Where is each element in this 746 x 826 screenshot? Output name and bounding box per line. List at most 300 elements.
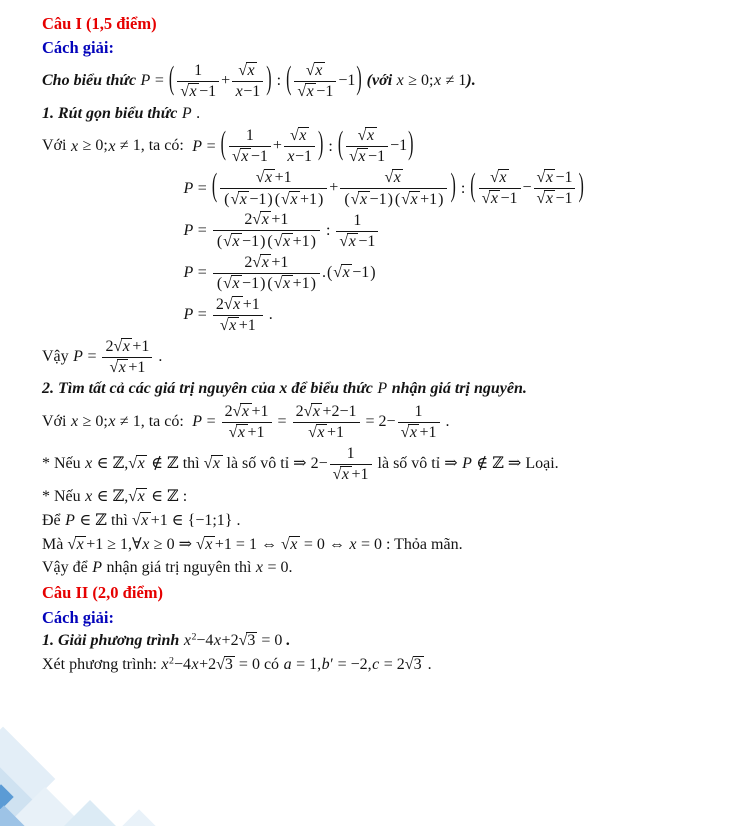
math-fraction [534,169,576,208]
paren-content: $\frac{√x}{√x -1}$ −1 [292,62,355,101]
math-sqrt [333,264,352,282]
math-segment [181,105,192,122]
math-variable: x [290,535,298,553]
math-fraction [284,127,315,166]
math-variable: b [321,655,330,673]
fraction-numerator: 1 [346,445,355,463]
math-sqrt [405,656,424,674]
text-segment: Mà [42,535,68,553]
text-segment: là số vô tỉ [222,455,294,473]
radicand [264,169,275,187]
math-variable: x [229,316,237,334]
math-sqrt [204,455,223,473]
fraction-denominator: √x −1 [229,146,271,166]
math-variable: P [183,179,194,197]
math-variable: x [299,127,307,145]
math-segment [204,455,223,472]
fraction-denominator: √x −1 [346,146,388,166]
left-paren-icon: ( [394,190,401,208]
radicand [305,83,316,101]
radical-icon: √ [238,631,248,649]
fraction-numerator: 2√x +1 [244,211,289,229]
text-segment: Câu II (2,0 điểm) [42,583,164,603]
math-variable: x [233,295,241,313]
text-segment: nhận giá trị nguyên thì [102,559,256,577]
left-paren-icon: ( [337,127,344,163]
math-fraction [330,445,372,484]
radical-icon: √ [297,82,307,100]
radicand [311,403,322,421]
math-paren-group [394,191,445,209]
math-segment: P = $\frac{2√x +1}{√x +1}$ [73,348,155,365]
math-segment: √x +1 ≥ 1,∀x ≥ 0 ⇒ √x +1 = 1 ⇔ √x = 0 ⇔ x = 0 [67,535,382,553]
radicand [282,233,293,251]
math-paren-group [274,191,325,209]
radical-icon: √ [290,127,299,145]
fraction-denominator [220,188,327,208]
right-paren-icon: ) [317,190,324,208]
case-irrational [42,445,730,484]
math-sqrt [220,317,239,335]
radical-icon: √ [536,169,546,187]
math-variable: P [462,455,472,473]
right-paren-icon: ) [438,190,444,208]
radical-icon: √ [350,190,360,208]
condition-line [42,511,730,532]
fraction-denominator [213,230,320,250]
math-fraction [398,403,440,442]
radicand [316,424,327,442]
part-1-heading [42,104,730,125]
math-segment: x ≥ 0;x ≠ 1 [396,71,467,89]
math-variable: x [349,535,357,553]
fraction-denominator: √x −1 [294,81,336,101]
radical-icon: √ [252,211,262,229]
math-sqrt [230,191,249,209]
radical-icon: √ [281,190,290,208]
radical-icon: √ [128,487,138,505]
math-sqrt [274,275,293,293]
fraction-denominator: √x +1 [293,422,360,442]
math-sqrt [233,403,252,421]
text-segment: Xét phương trình: [42,655,161,673]
text-segment: Vậy [42,347,73,365]
fraction-numerator: 2√x +1 [244,253,289,271]
radicand [357,148,368,166]
fraction-denominator: √x −1 [479,188,521,208]
radical-icon: √ [303,403,313,421]
radical-icon: √ [223,275,232,292]
math-variable: x [499,169,507,187]
superscript: 2 [191,631,197,643]
math-segment: P = $\frac{2√x +1}{√x +1}$ [183,306,265,323]
radicand [231,233,242,251]
math-variable: x [183,631,191,649]
fraction-numerator: 2√x +1 [105,337,150,355]
math-sqrt [196,536,215,554]
math-variable: x [122,337,130,355]
text-segment: thì [106,511,132,529]
problem-statement [42,62,730,101]
question-1-heading [42,13,730,34]
paren-content: √x +1 [281,190,317,208]
radicand [240,148,251,166]
math-variable: x [358,148,366,166]
radicand [341,264,352,282]
math-fraction [294,62,336,101]
fraction-numerator [479,169,521,188]
math-paren-group [211,169,457,208]
math-variable: x [137,455,145,473]
right-paren-icon: ) [260,232,266,250]
math-fraction [222,403,272,442]
math-variable: x [232,232,240,250]
radicand [314,62,325,80]
radical-icon: √ [113,337,123,355]
method-heading-2 [42,607,730,628]
math-variable: P [183,221,194,239]
math-variable: x [237,424,245,442]
right-paren-icon: ) [408,127,414,163]
radicand [409,191,420,209]
radical-icon: √ [67,535,77,553]
math-sqrt [349,148,368,166]
radical-icon: √ [109,358,119,376]
math-sqrt [113,338,132,356]
radical-icon: √ [216,655,225,673]
fraction-denominator: x−1 [284,146,315,166]
step-initial [42,127,730,166]
radical-icon: √ [195,535,205,553]
math-fraction [336,212,378,251]
math-sqrt [252,254,271,272]
math-variable: x [85,487,93,505]
math-sqrt [109,359,128,377]
text-segment: * Nếu [42,487,85,505]
math-variable: x [315,61,323,79]
fraction-numerator: 2√x +1 [215,295,260,313]
fraction-numerator: 1 [353,211,362,229]
math-variable: x [545,190,553,208]
math-segment: P = ( √x +1 ( √x −1 ) ( √x +1 ) + √x ( √x −1 ) ( √x +1 ) ) : ( $\frac{√x}{√x -1}$ − $\frac{√x -1}{√x -1}$ ) [183,180,585,197]
math-sqrt [401,424,420,442]
text-segment: Để [42,511,65,529]
math-variable: x [108,413,116,431]
coefficients-line [42,655,730,676]
paren-content: √x +1 [401,190,438,208]
radical-icon: √ [131,511,141,529]
radicand [408,424,419,442]
text-segment: Với [42,413,71,431]
radical-icon: √ [273,232,283,250]
math-segment: P = ( $\frac{1}{√x -1}$ + $\frac{√x}{x-1}$ ) : ( $\frac{√x}{√x -1}$ −1 ) [140,72,363,89]
math-variable: x [283,275,291,292]
math-sqrt [239,632,258,650]
text-segment: Với [42,137,71,155]
paren-content: $\frac{√x}{√x -1}$ −1 [344,127,407,166]
radical-icon: √ [404,655,414,673]
left-paren-icon: ( [220,127,226,163]
math-variable: x [342,264,350,282]
math-sqrt [238,62,257,80]
fraction-numerator [294,62,336,81]
math-sqrt [281,536,300,554]
conclusion-part-2 [42,558,730,579]
math-variable: x [317,424,325,442]
radicand [347,233,358,251]
math-variable: x [312,403,320,421]
math-variable: x [142,535,150,553]
math-sqrt [180,83,199,101]
radicand [140,512,151,530]
math-variable: x [205,535,213,553]
text-segment: : [178,487,188,505]
text-segment: . [192,104,201,122]
math-fraction [293,403,360,442]
math-variable: x [241,148,249,166]
math-sqrt [537,169,556,187]
radicand [236,424,247,442]
math-segment: x ∈ ℤ,√x ∉ ℤ [85,455,179,473]
radical-icon: √ [280,535,290,553]
radicand [232,296,243,314]
step-result [183,296,730,335]
math-sqrt [232,148,251,166]
text-segment: , ta có: [140,413,192,431]
text-segment: . [232,511,241,529]
text-segment: Cách giải: [42,607,114,627]
math-fraction [340,169,447,208]
math-variable: x [359,190,368,208]
math-sqrt [229,424,248,442]
radicand [204,536,215,554]
right-paren-icon: ) [266,62,272,97]
part-2-heading [42,379,730,400]
radicand [188,83,199,101]
fraction-denominator: √x −1 [534,188,576,208]
radicand [75,536,86,554]
math-paren-group [266,275,317,293]
left-paren-icon: ( [224,190,230,208]
math-paren-group [469,169,585,208]
math-variable: x [118,358,126,376]
fraction-denominator: √x −1 [177,81,219,101]
radicand [121,338,132,356]
math-fraction [232,62,263,101]
math-sqrt [281,191,300,209]
radicand: 3 [413,655,422,673]
superscript: 2 [169,655,174,667]
text-segment: (với [362,71,397,89]
math-sqrt [223,233,242,251]
math-sqrt [128,455,147,473]
question-2-heading [42,582,730,603]
math-segment: P ∈ ℤ [65,511,107,529]
fraction-numerator: √x +1 [255,169,292,187]
fraction-numerator: 1 [245,127,254,145]
radicand [211,455,222,473]
radical-icon: √ [223,295,233,313]
math-variable: P [192,137,203,155]
math-segment [92,559,103,576]
radicand [358,191,369,209]
math-variable: x [341,466,349,483]
radicand [136,488,147,506]
radicand [238,191,249,209]
math-sqrt [384,169,403,187]
radical-icon: √ [252,253,262,271]
math-variable: x [232,275,240,292]
radical-icon: √ [219,316,229,334]
math-variable: P [183,263,194,281]
radical-icon: √ [255,169,265,187]
math-paren-group [216,233,267,251]
math-paren-group [337,127,415,166]
right-paren-icon: ) [310,232,316,250]
math-variable: x [191,655,199,673]
math-variable: x [265,169,273,187]
math-variable: x [70,413,79,431]
math-variable: x [239,190,247,208]
text-segment: Câu I (1,5 điểm) [42,14,157,33]
text-segment: có [259,655,284,673]
text-segment: . [282,631,291,649]
math-paren-group [216,275,267,293]
math-sqrt [216,656,235,674]
right-paren-icon: ) [267,190,273,208]
left-paren-icon: ( [211,169,218,205]
right-paren-icon: ) [260,274,266,292]
radical-icon: √ [349,148,358,166]
math-fraction [177,62,219,101]
right-paren-icon: ) [370,263,376,282]
math-fraction [102,338,152,377]
fraction-numerator [346,127,388,146]
math-segment: a = 1,b′ = −2,c = 2√3 [283,655,422,673]
math-fraction [213,211,320,250]
text-segment: . [423,655,432,673]
radical-icon: √ [230,190,240,208]
math-sqrt [482,190,501,208]
radicand [282,275,293,293]
math-variable: x [85,455,93,473]
math-sqrt [224,296,243,314]
math-sqrt [256,169,275,187]
radicand [544,169,555,187]
text-segment: . [288,559,293,577]
radical-icon: √ [308,424,317,442]
fraction-denominator [213,273,320,293]
math-paren-group [223,191,274,209]
step-combine [183,211,730,250]
right-paren-icon: ) [318,127,324,163]
math-variable: x [306,82,314,100]
math-variable: x [410,190,418,208]
radicand: 3 [224,655,233,673]
math-segment: P = 2√x +1 ( √x −1 ) ( √x +1 ) : $\frac{1}{√x -1}$ [183,222,380,239]
radical-icon: √ [333,264,343,282]
radical-icon: √ [238,61,248,79]
text-segment: 2. Tìm tất cả các giá trị nguyên của x để biểu thức [42,380,377,398]
radical-icon: √ [536,190,546,208]
math-variable: x [545,169,553,187]
fraction-denominator: √x +1 [102,357,152,377]
math-variable: x [213,631,222,649]
math-segment: P = ( $\frac{1}{√x -1}$ + $\frac{√x}{x-1}$ ) : ( $\frac{√x}{√x -1}$ −1 ) [192,138,415,155]
math-fraction [213,254,320,293]
radical-icon: √ [384,169,394,187]
math-fraction [479,169,521,208]
math-sqrt [401,191,420,209]
math-variable: x [212,455,220,473]
radicand [544,190,555,208]
math-variable: x [283,232,291,250]
fraction-denominator: √x −1 [336,231,378,251]
radicand: 3 [247,631,256,649]
fraction-denominator: √x +1 [330,464,372,484]
math-variable: x [261,253,269,271]
math-paren-group [168,62,273,101]
text-segment: Loại. [521,455,559,473]
method-heading-1 [42,37,730,58]
radicand [298,127,309,145]
fraction-denominator: √x +1 [222,422,272,442]
radical-icon: √ [400,424,410,442]
math-fraction [220,169,327,208]
math-segment: P = 2√x +1 ( √x −1 ) ( √x +1 ) . ( √x −1 ) [183,253,376,292]
left-paren-icon: ( [168,62,175,97]
math-sqrt [297,83,316,101]
math-sqrt [308,424,327,442]
math-sqrt [537,190,556,208]
right-paren-icon: ) [387,190,393,208]
math-variable: P [192,413,203,431]
decoration-diamond [109,809,168,826]
math-sqrt [306,62,325,80]
math-segment: x = 0 [255,559,289,577]
math-fraction [213,296,263,335]
math-paren-group [343,191,394,209]
text-segment: . [264,305,273,323]
radicand [392,169,403,187]
math-variable: x [348,232,356,250]
math-variable: x [76,535,84,553]
math-segment: x ≥ 0;x ≠ 1 [70,413,141,431]
math-paren-group [326,263,377,284]
math-segment [377,380,388,397]
radicand [289,536,300,554]
math-variable: P [140,71,151,89]
fraction-numerator: √x −1 [536,169,573,187]
math-segment: x ≥ 0;x ≠ 1 [70,137,141,155]
radical-icon: √ [231,148,241,166]
fraction-numerator: 2√x +1 [224,403,269,421]
math-variable: x [261,211,269,229]
text-segment: 1. Rút gọn biểu thức [42,104,182,122]
radical-icon: √ [357,127,367,145]
math-variable: P [65,511,75,529]
text-segment: , ta có: [140,137,192,155]
math-fraction [229,127,271,166]
math-segment: ⇒ 2− $\frac{1}{√x +1}$ [293,455,373,472]
math-variable: x [235,82,243,100]
right-paren-icon: ) [578,169,584,205]
radical-icon: √ [332,466,342,483]
fraction-denominator: √x +1 [398,422,440,442]
fraction-denominator: x−1 [232,81,263,101]
radicand [240,403,251,421]
step-multiply [183,254,730,293]
